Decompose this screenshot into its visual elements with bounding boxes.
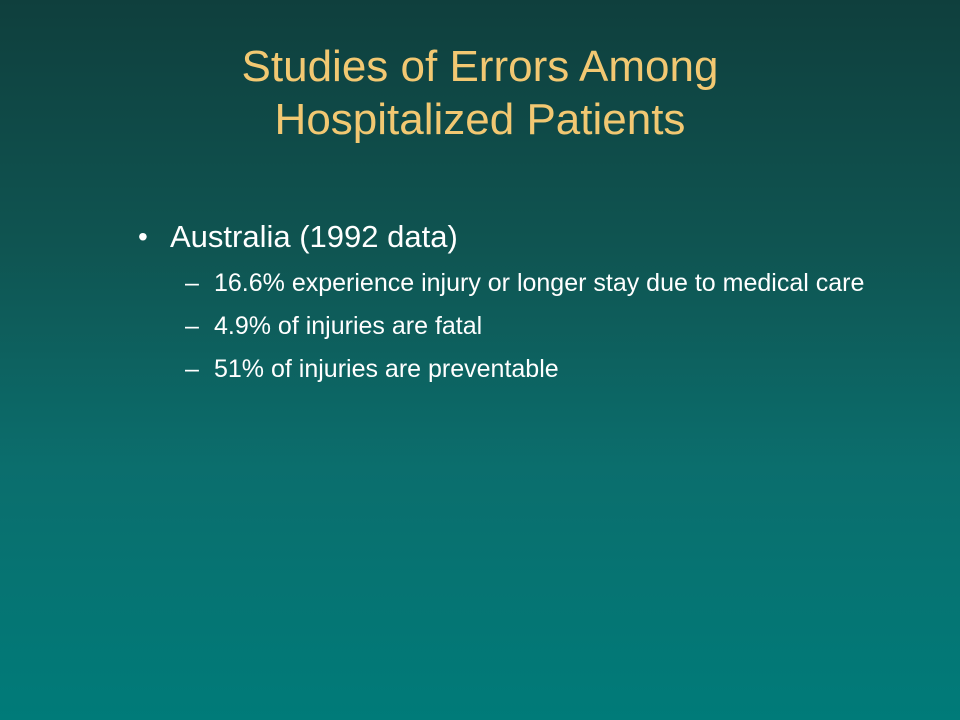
bullet-text: Australia (1992 data)	[170, 219, 458, 254]
slide-title	[80, 40, 880, 146]
sub-bullet-list	[132, 265, 872, 387]
sub-bullet-injury-rate	[132, 265, 904, 301]
title-line-2: Hospitalized Patients	[274, 95, 686, 144]
sub-bullet-text: 51% of injuries are preventable	[214, 355, 559, 383]
sub-bullet-text: 4.9% of injuries are fatal	[214, 312, 483, 340]
bullet-australia	[132, 215, 872, 259]
bullet-marker: •	[138, 221, 148, 252]
sub-bullet-marker: –	[185, 355, 199, 383]
sub-bullet-marker: –	[185, 312, 199, 340]
sub-bullet-preventable-rate	[132, 351, 904, 387]
sub-bullet-marker: –	[185, 269, 199, 297]
title-line-1: Studies of Errors Among	[241, 42, 719, 91]
sub-bullet-text: 16.6% experience injury or longer stay due to medical care	[214, 269, 865, 297]
slide-content	[132, 215, 872, 394]
sub-bullet-fatal-rate	[132, 308, 904, 344]
